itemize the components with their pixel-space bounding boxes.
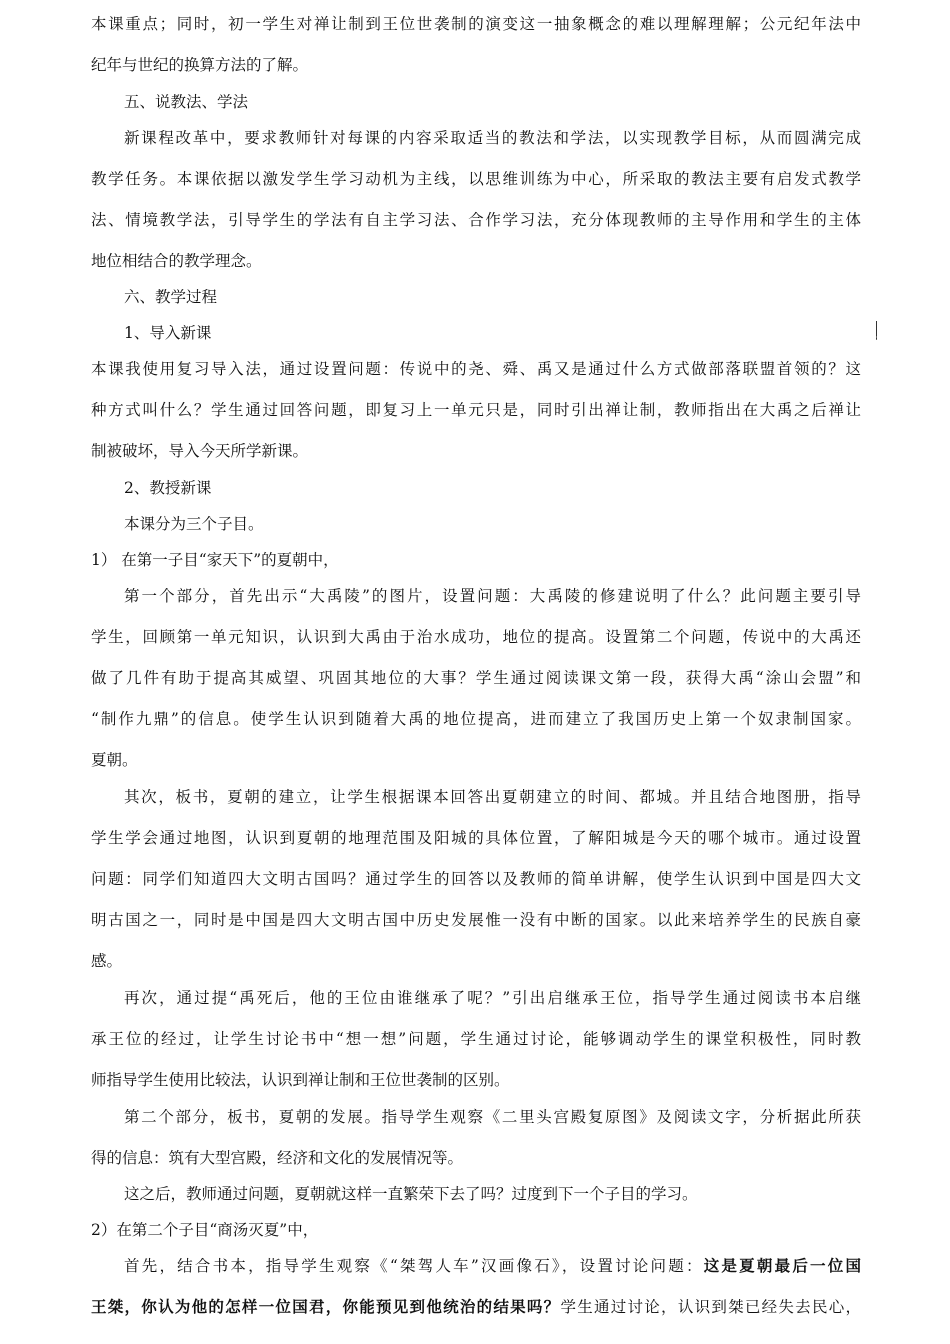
text-line: 法、情境教学法，引导学生的学法有自主学习法、合作学习法，充分体现教师的主导作用和学生的主体 — [91, 211, 861, 229]
text-line: 学生学会通过地图，认识到夏朝的地理范围及阳城的具体位置，了解阳城是今天的哪个城市。通过设置 — [91, 829, 861, 847]
text-line — [124, 1254, 861, 1278]
bold-text-run: 王桀，你认为他的怎样一位国君，你能预见到他统治的结果吗？ — [91, 1297, 561, 1316]
text-line: 夏朝。 — [91, 751, 138, 769]
text-line: 制被破坏，导入今天所学新课。 — [91, 442, 309, 460]
subsection-heading: 1、导入新课 — [124, 324, 212, 342]
text-line: 明古国之一，同时是中国是四大文明古国中历史发展惟一没有中断的国家。以此来培养学生的民族自豪 — [91, 911, 861, 929]
text-line: 地位相结合的教学理念。 — [91, 252, 262, 270]
text-cursor-tail — [876, 336, 878, 340]
text-line: 2）在第二个子目“商汤灭夏”中， — [91, 1221, 319, 1239]
text-run: 学生通过讨论，认识到桀已经失去民心， — [560, 1298, 861, 1316]
section-heading: 五、说教法、学法 — [124, 93, 249, 111]
section-heading: 六、教学过程 — [124, 288, 218, 306]
text-line: 问题：同学们知道四大文明古国吗？通过学生的回答以及教师的简单讲解，使学生认识到中国是四大文 — [91, 870, 861, 888]
text-line: 纪年与世纪的换算方法的了解。 — [91, 56, 309, 74]
text-line: “制作九鼎”的信息。使学生认识到随着大禹的地位提高，进而建立了我国历史上第一个奴隶制国家。 — [91, 710, 861, 728]
text-line: 1） 在第一子目“家天下”的夏朝中， — [91, 551, 339, 569]
text-line: 第一个部分，首先出示“大禹陵”的图片，设置问题：大禹陵的修建说明了什么？此问题主要引导 — [124, 587, 861, 605]
text-line: 第二个部分，板书，夏朝的发展。指导学生观察《二里头宫殿复原图》及阅读文字，分析据此所获 — [124, 1108, 861, 1126]
text-line: 教学任务。本课依据以激发学生学习动机为主线，以思维训练为中心，所采取的教法主要有启发式教学 — [91, 170, 861, 188]
text-line: 本课我使用复习导入法，通过设置问题：传说中的尧、舜、禹又是通过什么方式做部落联盟首领的？这 — [91, 360, 861, 378]
text-line: 种方式叫什么？学生通过回答问题，即复习上一单元只是，同时引出禅让制，教师指出在大禹之后禅让 — [91, 401, 861, 419]
text-line: 师指导学生使用比较法，认识到禅让制和王位世袭制的区别。 — [91, 1071, 510, 1089]
subsection-heading: 2、教授新课 — [124, 479, 212, 497]
text-line: 感。 — [91, 952, 123, 970]
text-run: 首先，结合书本，指导学生观察《“桀驾人车”汉画像石》，设置讨论问题： — [124, 1257, 704, 1275]
text-line: 这之后，教师通过问题，夏朝就这样一直繁荣下去了吗？过度到下一个子目的学习。 — [124, 1185, 698, 1203]
text-line: 再次，通过提“禹死后，他的王位由谁继承了呢？”引出启继承王位，指导学生通过阅读书本启继 — [124, 989, 861, 1007]
text-line — [91, 1295, 861, 1319]
text-line: 本课分为三个子目。 — [124, 515, 264, 533]
text-line: 做了几件有助于提高其威望、巩固其地位的大事？学生通过阅读课文第一段，获得大禹“涂山会盟”和 — [91, 669, 861, 687]
text-line: 学生，回顾第一单元知识，认识到大禹由于治水成功，地位的提高。设置第二个问题，传说中的大禹还 — [91, 628, 861, 646]
text-line: 本课重点；同时，初一学生对禅让制到王位世袭制的演变这一抽象概念的难以理解理解；公元纪年法中 — [91, 15, 861, 33]
text-line: 其次，板书，夏朝的建立，让学生根据课本回答出夏朝建立的时间、都城。并且结合地图册，指导 — [124, 788, 861, 806]
bold-text-run: 这是夏朝最后一位国 — [703, 1256, 861, 1275]
text-line: 承王位的经过，让学生讨论书中“想一想”问题，学生通过讨论，能够调动学生的课堂积极性，同时教 — [91, 1030, 861, 1048]
text-line: 得的信息：筑有大型宫殿，经济和文化的发展情况等。 — [91, 1149, 464, 1167]
text-line: 新课程改革中，要求教师针对每课的内容采取适当的教法和学法，以实现教学目标，从而圆满完成 — [124, 129, 861, 147]
